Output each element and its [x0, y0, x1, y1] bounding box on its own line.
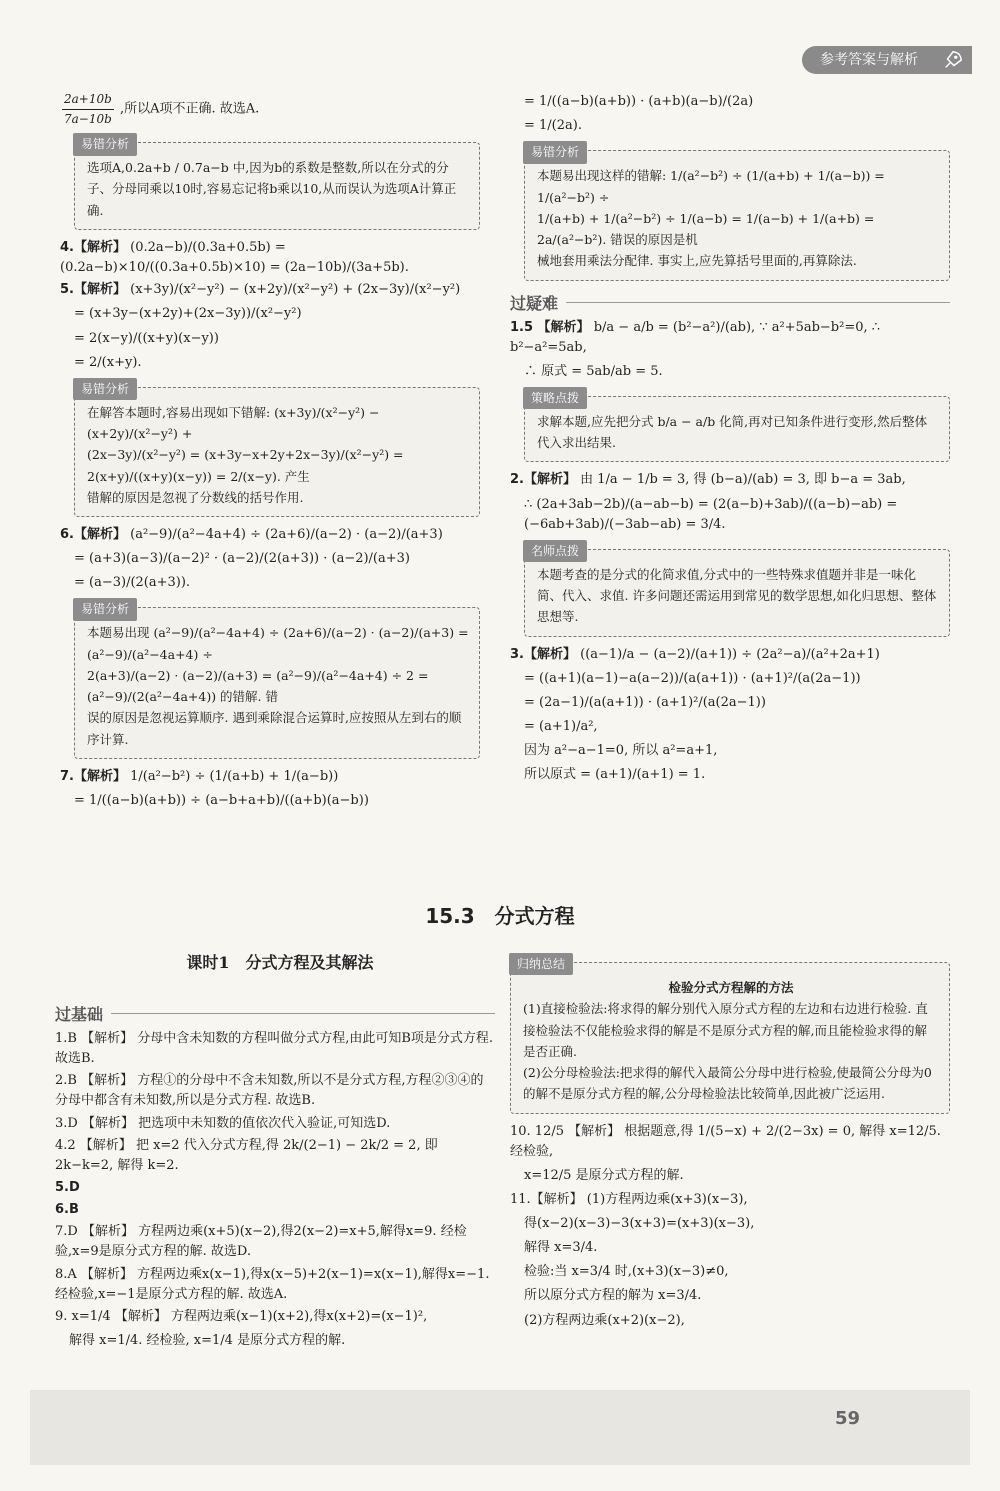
summary-box — [510, 957, 950, 1114]
hard-item-3: 3.【解析】 ((a−1)/a − (a−2)/(a+1)) ÷ (2a²−a)/(a²+2a+1) — [510, 646, 880, 662]
section-hard-label: 过疑难 — [510, 293, 559, 313]
item-6: 6.【解析】 (a²−9)/(a²−4a+4) ÷ (2a+6)/(a−2) · (a−2)/(a+3) — [60, 527, 443, 543]
item-7-step: = 1/((a−b)(a+b)) ÷ (a−b+a+b)/((a+b)(a−b)) — [74, 793, 369, 809]
basic-item: 5.D — [55, 1179, 80, 1195]
method-title: 检验分式方程解的方法 — [668, 980, 794, 995]
box-tag: 易错分析 — [73, 598, 137, 620]
right-column-bottom — [510, 948, 950, 1335]
section-basic-label: 过基础 — [55, 1005, 104, 1024]
item-10-step: x=12/5 是原分式方程的解. — [524, 1167, 684, 1183]
item-6-step: = (a+3)(a−3)/(a−2)² · (a−2)/(2(a+3)) · (a−2)/(a+3) — [74, 551, 410, 567]
basic-item: 7.D 【解析】 方程两边乘(x+5)(x−2),得2(x−2)=x+5,解得x=9. 经检验,x=9是原分式方程的解. 故选D. — [55, 1224, 467, 1260]
item-6-step: = (a−3)/(2(a+3)). — [74, 575, 191, 591]
section-title: 15.3 分式方程 — [425, 904, 575, 928]
method-text: (2)公分母检验法:把求得的解代入最简公分母中进行检验,使最简公分母为0的解不是原分式方程的解,公分母检验法比较简单,因此被广泛运用. — [523, 1065, 932, 1102]
box-text: 错解的原因是忽视了分数线的括号作用. — [87, 489, 304, 505]
item-11: 11.【解析】 (1)方程两边乘(x+3)(x−3), — [510, 1191, 748, 1207]
left-column-bottom — [55, 992, 495, 1355]
error-analysis-box-3 — [74, 602, 480, 759]
box-text: 1/(a+b) + 1/(a²−b²) ÷ 1/(a−b) = 1/(a−b) + 1/(a+b) = 2a/(a²−b²). 错误的原因是机 — [537, 210, 875, 248]
box-tag: 名师点拨 — [523, 540, 587, 562]
header-tag-label: 参考答案与解析 — [820, 52, 918, 68]
error-analysis-box-2 — [74, 381, 480, 517]
box-text: 误的原因是忽视运算顺序. 遇到乘除混合运算时,应按照从左到右的顺序计算. — [87, 710, 462, 747]
basic-item: 3.D 【解析】 把选项中未知数的值依次代入验证,可知选D. — [55, 1115, 391, 1131]
item-11-step: (2)方程两边乘(x+2)(x−2), — [524, 1312, 685, 1328]
hard-item-3-step: 因为 a²−a−1=0, 所以 a²=a+1, — [524, 743, 718, 759]
box-tag: 易错分析 — [73, 133, 137, 155]
item-4: 4.【解析】 (0.2a−b)/(0.3a+0.5b) = (0.2a−b)×10/((0.3a+0.5b)×10) = (2a−10b)/(3a+5b). — [60, 239, 409, 276]
right-column-top — [510, 88, 950, 789]
box-text: 2(a+3)/(a−2) · (a−2)/(a+3) = (a²−9)/(a²−4a+4) ÷ 2 = (a²−9)/(2(a²−4a+4)) 的错解. 错 — [87, 667, 429, 705]
basic-item: 4.2 【解析】 把 x=2 代入分式方程,得 2k/(2−1) − 2k/2 = 2, 即 2k−k=2, 解得 k=2. — [55, 1137, 438, 1173]
item-11-step: 所以原分式方程的解为 x=3/4. — [524, 1288, 702, 1304]
item-5-step: = 2/(x+y). — [74, 354, 142, 370]
intro-fraction: $\frac{2a+10b}{7a-10b}$ — [64, 92, 112, 126]
item-5: 5.【解析】 (x+3y)/(x²−y²) − (x+2y)/(x²−y²) + (2x−3y)/(x²−y²) — [60, 282, 461, 298]
item-5-step: = 2(x−y)/((x+y)(x−y)) — [74, 330, 219, 346]
lesson-title: 课时1 分式方程及其解法 — [186, 953, 374, 972]
hard-item-2: 2.【解析】 由 1/a − 1/b = 3, 得 (b−a)/(ab) = 3, 即 b−a = 3ab, — [510, 472, 906, 488]
teacher-tip-box — [524, 543, 950, 637]
section-divider — [111, 1013, 495, 1014]
item-11-step: 解得 x=3/4. — [524, 1240, 598, 1256]
section-basic — [55, 1002, 495, 1025]
item-11-step: 得(x−2)(x−3)−3(x+3)=(x+3)(x−3), — [524, 1216, 755, 1232]
section-hard — [510, 291, 950, 314]
page-number: 59 — [834, 1408, 860, 1429]
section-divider — [566, 302, 950, 303]
hard-item-3-step: = (2a−1)/(a(a+1)) · (a+1)²/(a(2a−1)) — [524, 694, 766, 710]
method-text: (1)直接检验法:将求得的解分别代入原分式方程的左边和右边进行检验. 直接检验法不仅能检验求得的解是不是原分式方程的解,而且能检验求得的解是否正确. — [523, 1001, 928, 1059]
error-analysis-box-1 — [74, 137, 480, 230]
hard-item-1: 1.5 【解析】 b/a − a/b = (b²−a²)/(ab), ∵ a²+5ab−b²=0, ∴ b²−a²=5ab, — [510, 319, 881, 355]
intro-text: ,所以A项不正确. 故选A. — [119, 101, 260, 117]
item-7: 7.【解析】 1/(a²−b²) ÷ (1/(a+b) + 1/(a−b)) — [60, 768, 339, 784]
hard-item-3-step: 所以原式 = (a+1)/(a+1) = 1. — [524, 767, 706, 783]
basic-item: 2.B 【解析】 方程①的分母中不含未知数,所以不是分式方程,方程②③④的分母中都含有未知数,所以是分式方程. 故选B. — [55, 1073, 484, 1109]
box-tag: 归纳总结 — [509, 953, 573, 975]
basic-item: 解得 x=1/4. 经检验, x=1/4 是原分式方程的解. — [69, 1332, 346, 1348]
hard-item-1-step: ∴ 原式 = 5ab/ab = 5. — [524, 363, 663, 379]
item-10: 10. 12/5 【解析】 根据题意,得 1/(5−x) + 2/(2−3x) = 0, 解得 x=12/5. 经检验, — [510, 1123, 941, 1159]
hard-item-3-step: = (a+1)/a², — [524, 719, 598, 735]
basic-item: 9. x=1/4 【解析】 方程两边乘(x−1)(x+2),得x(x+2)=(x−1)², — [55, 1308, 428, 1324]
footer-band — [30, 1390, 970, 1465]
item-11-step: 检验:当 x=3/4 时,(x+3)(x−3)≠0, — [524, 1264, 729, 1280]
intro-line — [60, 90, 480, 128]
box-text: (2x−3y)/(x²−y²) = (x+3y−x+2y+2x−3y)/(x²−y²) = 2(x+y)/((x+y)(x−y)) = 2/(x−y). 产生 — [87, 447, 404, 484]
box-tag: 易错分析 — [523, 141, 587, 163]
strategy-box — [524, 390, 950, 463]
box-tag: 策略点拨 — [523, 387, 587, 409]
box-text: 选项A,0.2a+b / 0.7a−b 中,因为b的系数是整数,所以在分式的分子、分母同乘以10时,容易忘记将b乘以10,从而误认为选项A计算正确. — [87, 160, 457, 218]
hard-item-3-step: = ((a+1)(a−1)−a(a−2))/(a(a+1)) · (a+1)²/(a(2a−1)) — [524, 670, 861, 686]
rocket-icon — [942, 49, 964, 71]
header-tag — [802, 46, 972, 74]
basic-item: 8.A 【解析】 方程两边乘x(x−1),得x(x−5)+2(x−1)=x(x−1),解得x=−1. 经检验,x=−1是原分式方程的解. 故选A. — [55, 1266, 490, 1302]
item-7-step: = 1/(2a). — [524, 118, 582, 134]
error-analysis-box-4 — [524, 145, 950, 280]
box-text: 本题考查的是分式的化简求值,分式中的一些特殊求值题并非是一味化简、代入、求值. 许多问题还需运用到常见的数学思想,如化归思想、整体思想等. — [537, 566, 937, 625]
hard-item-2-step: ∴ (2a+3ab−2b)/(a−ab−b) = (2(a−b)+3ab)/((a−b)−ab) = (−6ab+3ab)/(−3ab−ab) = 3/4. — [524, 496, 898, 532]
box-text: 本题易出现 (a²−9)/(a²−4a+4) ÷ (2a+6)/(a−2) · (a−2)/(a+3) = (a²−9)/(a²−4a+4) ÷ — [87, 625, 469, 662]
basic-item: 6.B — [55, 1202, 79, 1218]
box-text: 求解本题,应先把分式 b/a − a/b 化简,再对已知条件进行变形,然后整体代入求出结果. — [537, 413, 928, 451]
box-text: 在解答本题时,容易出现如下错解: (x+3y)/(x²−y²) − (x+2y)/(x²−y²) + — [87, 404, 380, 442]
box-text: 械地套用乘法分配律. 事实上,应先算括号里面的,再算除法. — [537, 253, 857, 269]
box-text: 本题易出现这样的错解: 1/(a²−b²) ÷ (1/(a+b) + 1/(a−b)) = 1/(a²−b²) ÷ — [537, 168, 885, 205]
item-5-step: = (x+3y−(x+2y)+(2x−3y))/(x²−y²) — [74, 306, 302, 322]
basic-item: 1.B 【解析】 分母中含未知数的方程叫做分式方程,由此可知B项是分式方程. 故选B. — [55, 1031, 494, 1067]
item-7-step: = 1/((a−b)(a+b)) · (a+b)(a−b)/(2a) — [524, 94, 754, 109]
box-tag: 易错分析 — [73, 378, 137, 400]
left-column-top — [60, 88, 480, 815]
